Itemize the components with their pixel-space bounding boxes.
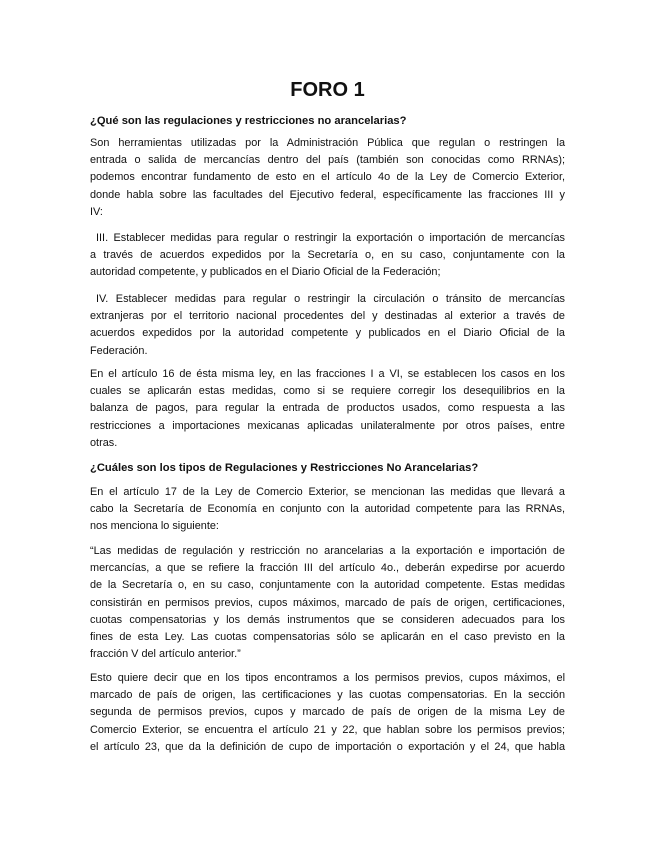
paragraph-articulo-16 <box>90 366 565 452</box>
heading-cuales-son: ¿Cuáles son los tipos de Regulaciones y Restricciones No Arancelarias? <box>90 462 479 474</box>
text-line: Son herramientas utilizadas por la Administración Pública que regulan o restringen la <box>90 137 565 149</box>
text-line: segunda de permisos previos, cupos y marcado de país de origen de la misma Ley de <box>90 706 565 719</box>
paragraph-definicion <box>90 135 565 221</box>
paragraph-fraccion-iii <box>90 230 565 282</box>
text-line: el artículo 23, que da la definición de cupo de importación o exportación y el 24, que habla <box>90 740 565 753</box>
text-line: fracción V del artículo anterior.” <box>90 648 241 661</box>
text-line: entrada o salida de mercancías dentro del país (también son conocidas como RRNAs); <box>90 154 565 167</box>
text-line: Comercio Exterior, se encuentra el artículo 21 y 22, que hablan sobre los permisos previos; <box>90 723 565 736</box>
paragraph-tipos <box>90 670 565 756</box>
paragraph-articulo-17 <box>90 484 565 536</box>
text-line: nos menciona lo siguiente: <box>90 520 219 533</box>
text-line: cabo la Secretaría de Economía en conjunto con la autoridad competente para las RRNAs, <box>90 503 565 516</box>
text-line: balanza de pagos, para regular la entrada de productos usados, como respuesta a las <box>90 402 565 415</box>
text-line: Federación. <box>90 344 148 357</box>
text-line: extranjeras por el territorio nacional procedentes del y destinadas al exterior a través de <box>90 310 565 323</box>
text-line: otras. <box>90 436 118 449</box>
paragraph-fraccion-iv <box>90 291 565 360</box>
text-line: mercancías, a que se refiere la fracción III del artículo 4o., deberán expedirse por acuerdo <box>90 562 565 575</box>
text-line: En el artículo 17 de la Ley de Comercio Exterior, se mencionan las medidas que llevará a <box>90 486 565 498</box>
quote-articulo-17 <box>90 543 565 663</box>
text-line: marcado de país de origen, las certificaciones y las cuotas compensatorias. En la sección <box>90 689 565 702</box>
text-line: autoridad competente, y publicados en el Diario Oficial de la Federación; <box>90 266 441 279</box>
text-line: IV: <box>90 205 103 218</box>
text-line: cuotas compensatorias y los demás instrumentos que se consideren adecuados para los <box>90 613 565 626</box>
text-line: acuerdos expedidos por la autoridad competente y publicados en el Diario Oficial de la <box>90 327 565 340</box>
document-title: FORO 1 <box>290 79 365 101</box>
text-line: a través de acuerdos expedidos por la Secretaría o, en su caso, conjuntamente con la <box>90 249 565 262</box>
text-line: de la Secretaría o, en su caso, conjuntamente con la autoridad competente. Estas medidas <box>90 579 565 592</box>
heading-que-son: ¿Qué son las regulaciones y restricciones no arancelarias? <box>90 115 407 127</box>
text-line: podemos encontrar fundamento de esto en el artículo 4o de la Ley de Comercio Exterior, <box>90 171 565 184</box>
text-line: fines de esta Ley. Las cuotas compensatorias sólo se aplicarán en el caso previsto en la <box>90 631 565 644</box>
text-line: Esto quiere decir que en los tipos encontramos a los permisos previos, cupos máximos, el <box>90 672 565 684</box>
text-line: cuales se aplicarán estas medidas, como si se requiere corregir los desequilibrios en la <box>90 385 565 398</box>
text-line: IV. Establecer medidas para regular o restringir la circulación o tránsito de mercancías <box>96 293 565 305</box>
text-line: consistirán en permisos previos, cupos máximos, marcado de país de origen, certificaciones, <box>90 596 565 609</box>
text-line: “Las medidas de regulación y restricción no arancelarias a la exportación e importación de <box>90 545 565 557</box>
text-line: restricciones a importaciones mexicanas aplicadas unilateralmente por otros países, entre <box>90 419 565 432</box>
text-line: III. Establecer medidas para regular o restringir la exportación o importación de mercancías <box>96 232 565 244</box>
text-line: En el artículo 16 de ésta misma ley, en las fracciones I a VI, se establecen los casos en los <box>90 368 565 380</box>
text-line: donde habla sobre las facultades del Ejecutivo federal, específicamente las fracciones III y <box>90 188 565 201</box>
